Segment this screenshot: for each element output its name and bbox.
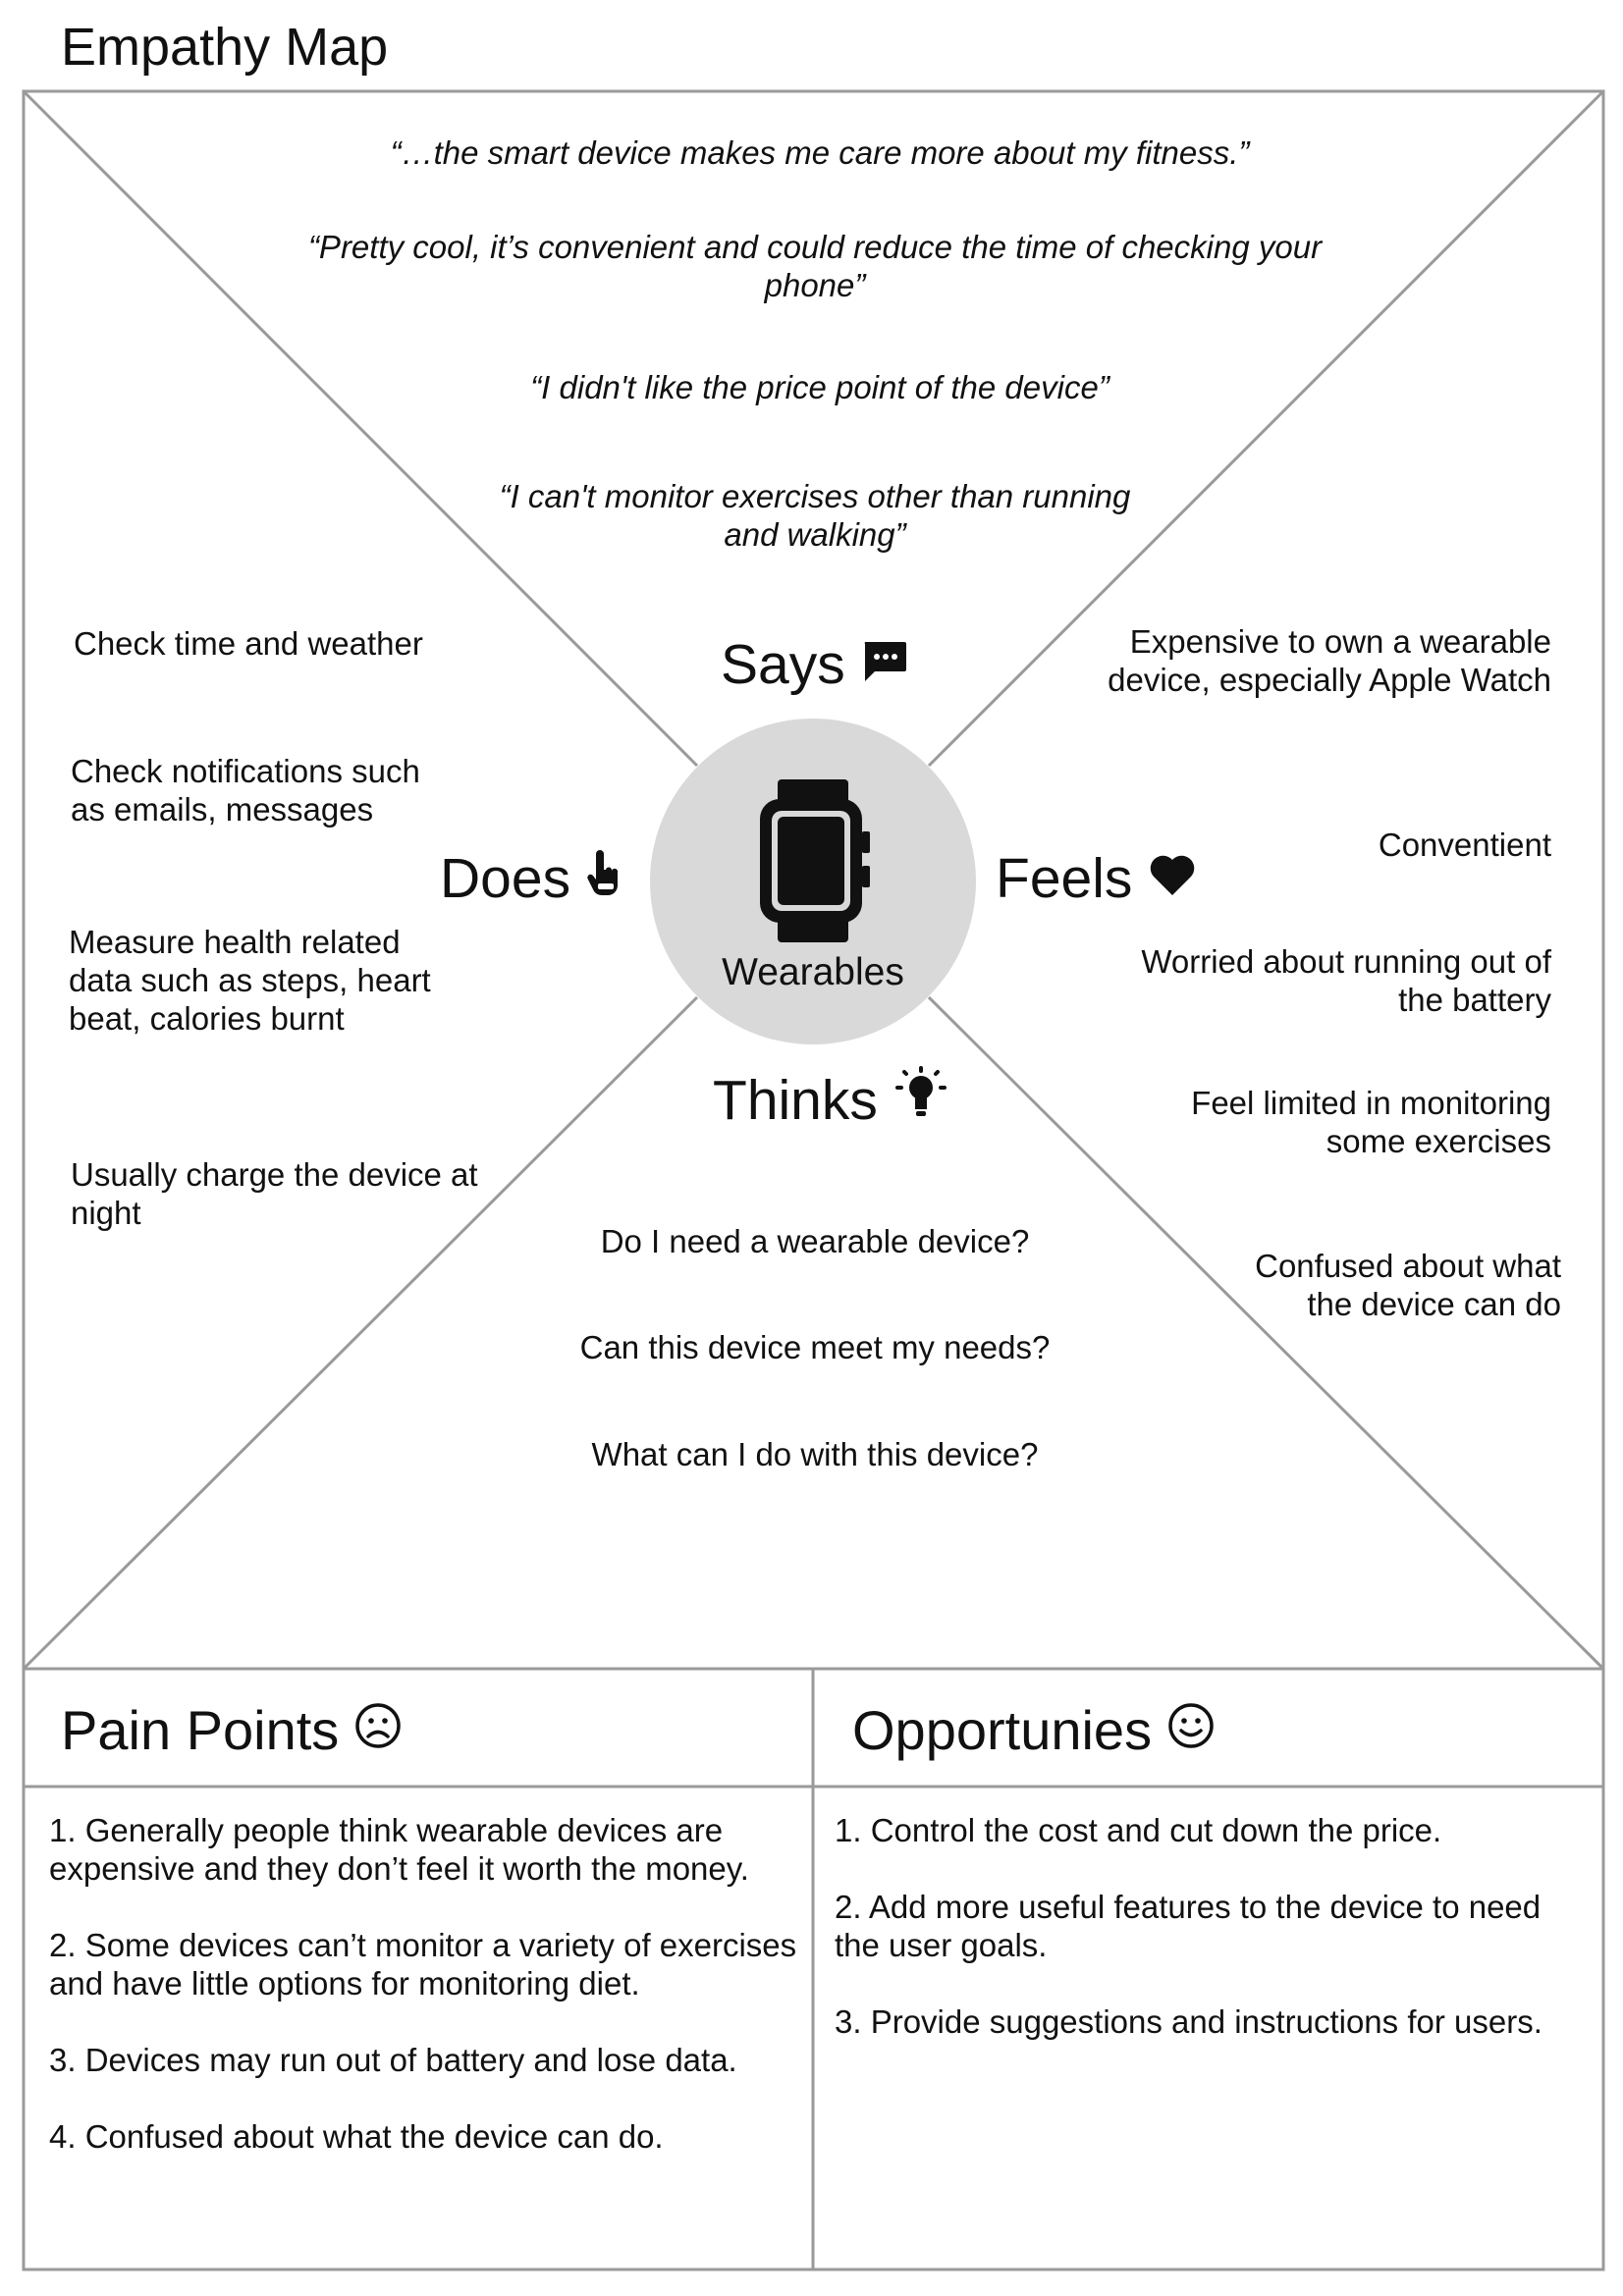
thinks-item-3: What can I do with this device? xyxy=(591,1436,1039,1472)
feels-label xyxy=(996,846,1197,911)
thinks-item-2: Can this device meet my needs? xyxy=(579,1329,1051,1365)
says-label-text: Says xyxy=(721,633,845,696)
center-hub xyxy=(650,719,976,1044)
says-item-1: “…the smart device makes me care more about my fitness.” xyxy=(390,134,1250,171)
smartwatch-icon xyxy=(756,777,870,944)
feels-item-1: Expensive to own a wearable device, especially Apple Watch xyxy=(1108,623,1551,698)
thinks-label xyxy=(713,1066,948,1135)
pain-point-item-4: 4. Confused about what the device can do. xyxy=(49,2118,664,2155)
pain-point-item-1: 1. Generally people think wearable devices are expensive and they don’t feel it worth the money. xyxy=(49,1812,749,1887)
opportunities-title-text: Opportunies xyxy=(852,1699,1153,1761)
does-item-2: Check notifications such as emails, messages xyxy=(71,753,420,828)
says-label xyxy=(721,632,908,697)
feels-item-2: Conventient xyxy=(1378,827,1551,863)
pain-point-item-3: 3. Devices may run out of battery and lose data. xyxy=(49,2042,737,2078)
does-label-text: Does xyxy=(440,847,571,910)
thinks-label-text: Thinks xyxy=(713,1069,878,1132)
says-item-2: “Pretty cool, it’s convenient and could reduce the time of checking your phone” xyxy=(307,229,1323,303)
says-item-3: “I didn't like the price point of the device” xyxy=(530,369,1109,405)
sad-face-icon xyxy=(354,1698,402,1763)
pain-points-title-text: Pain Points xyxy=(61,1699,340,1761)
does-item-4: Usually charge the device at night xyxy=(71,1156,478,1231)
speech-bubble-icon xyxy=(861,632,908,697)
feels-item-3: Worried about running out of the battery xyxy=(1141,943,1551,1018)
does-item-1: Check time and weather xyxy=(74,625,423,662)
feels-item-4: Feel limited in monitoring some exercises xyxy=(1191,1085,1551,1159)
page-title: Empathy Map xyxy=(61,18,389,77)
says-item-4: “I can't monitor exercises other than running and walking” xyxy=(499,478,1131,553)
does-label xyxy=(440,846,622,911)
feels-label-text: Feels xyxy=(996,847,1133,910)
feels-item-5: Confused about what the device can do xyxy=(1255,1248,1561,1322)
opportunity-item-1: 1. Control the cost and cut down the price. xyxy=(835,1812,1442,1848)
lightbulb-icon xyxy=(893,1066,948,1135)
center-label: Wearables xyxy=(722,951,904,993)
smile-face-icon xyxy=(1167,1698,1215,1763)
pointing-hand-icon xyxy=(586,846,622,911)
opportunities-title xyxy=(852,1698,1215,1763)
opportunity-item-2: 2. Add more useful features to the device to need the user goals. xyxy=(835,1889,1542,1963)
thinks-item-1: Do I need a wearable device? xyxy=(600,1223,1030,1259)
opportunity-item-3: 3. Provide suggestions and instructions for users. xyxy=(835,2003,1542,2040)
diagonal-top-left xyxy=(24,91,697,766)
pain-points-title xyxy=(61,1698,402,1763)
pain-point-item-2: 2. Some devices can’t monitor a variety of exercises and have little options for monitoring diet. xyxy=(49,1927,797,2002)
does-item-3: Measure health related data such as steps, heart beat, calories burnt xyxy=(69,924,431,1037)
